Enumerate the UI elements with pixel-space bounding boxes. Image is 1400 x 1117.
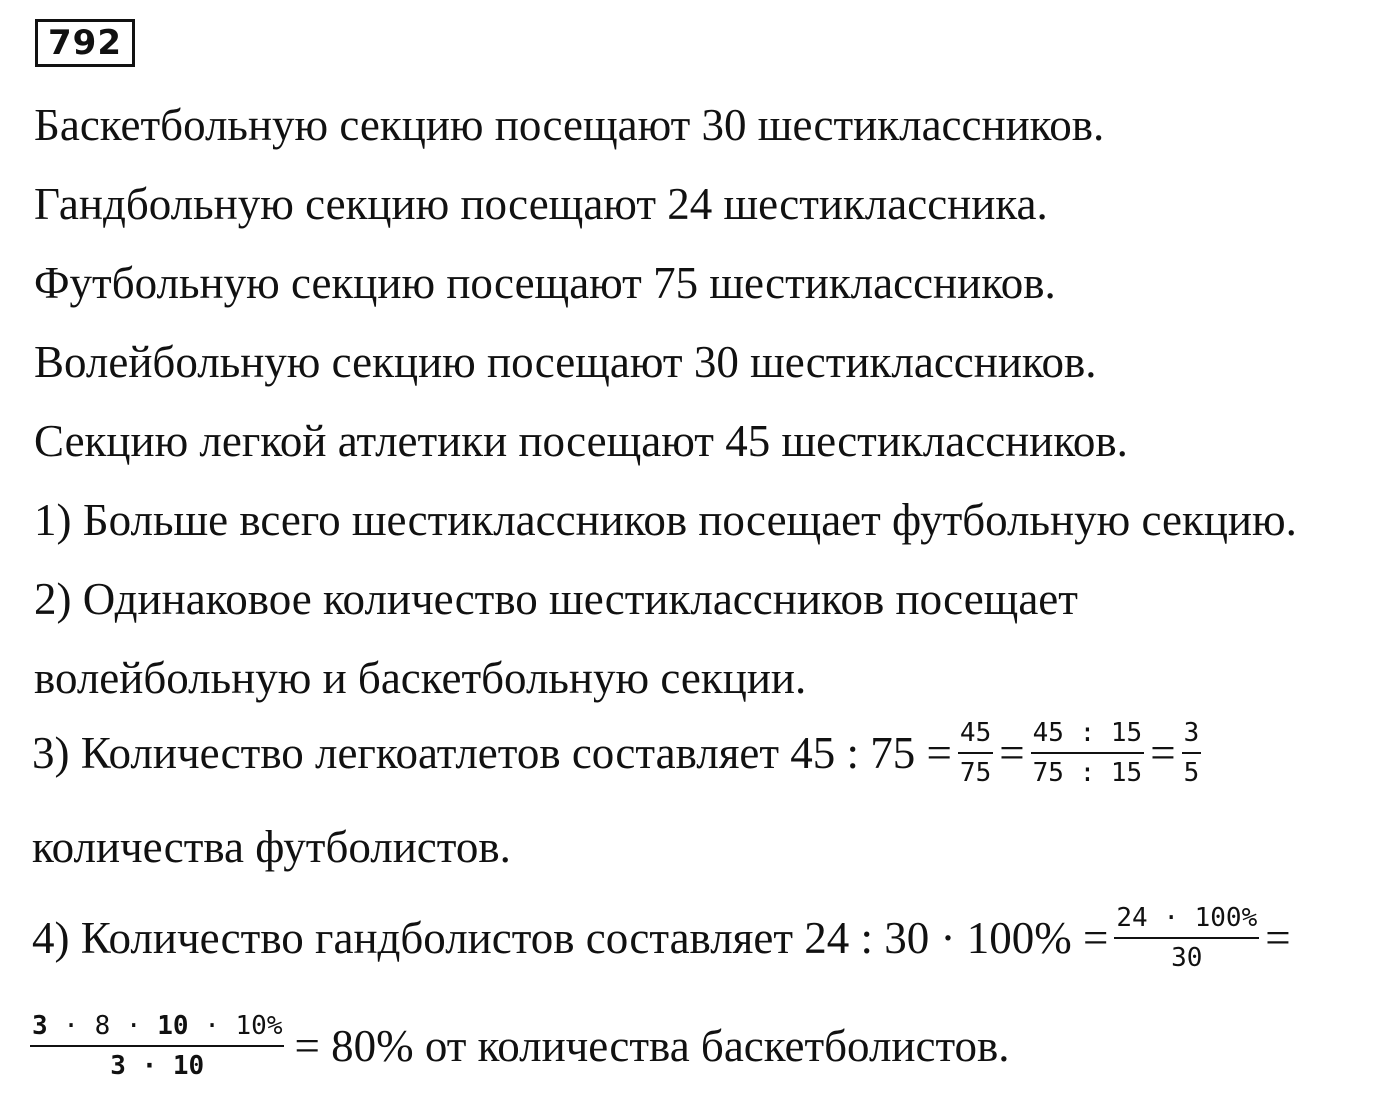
answer-3-row xyxy=(32,713,1207,793)
fraction-45-75 xyxy=(958,718,993,788)
fraction-denominator: 75 xyxy=(959,758,992,788)
answer-3-continuation: количества футболистов. xyxy=(32,822,511,872)
fraction-numerator xyxy=(30,1011,284,1047)
cancelled-factor: 3 xyxy=(110,1051,126,1081)
cancelled-factor: 10 xyxy=(157,1011,189,1041)
fraction-numerator: 3 xyxy=(1182,718,1202,754)
answer-4-continuation-row xyxy=(30,1004,1010,1088)
equals-sign: = xyxy=(1265,913,1291,963)
fraction-numerator: 45 xyxy=(958,718,993,754)
text-line-2: Гандбольную секцию посещают 24 шестиклассника. xyxy=(34,179,1048,229)
fraction-denominator: 5 xyxy=(1183,758,1200,788)
answer-4-tail: = 80% от количества баскетболистов. xyxy=(294,1021,1010,1071)
fraction-3-5 xyxy=(1182,718,1202,788)
text-line-4: Волейбольную секцию посещают 30 шестиклассников. xyxy=(34,337,1097,387)
factor-text: · xyxy=(125,1051,173,1081)
fraction-numerator: 45 : 15 xyxy=(1031,718,1145,754)
answer-4-row xyxy=(32,898,1291,978)
equals-sign: = xyxy=(1150,728,1176,778)
answer-2-line-1: 2) Одинаковое количество шестиклассников посещает xyxy=(34,574,1078,624)
fraction-denominator: 75 : 15 xyxy=(1032,758,1143,788)
text-line-5: Секцию легкой атлетики посещают 45 шестиклассников. xyxy=(34,416,1128,466)
answer-4-text: 4) Количество гандболистов составляет 24 : 30 · 100% = xyxy=(32,913,1109,963)
equals-sign: = xyxy=(999,728,1025,778)
factor-text: · 10% xyxy=(188,1011,283,1041)
fraction-reduced xyxy=(1031,718,1145,788)
answer-3-text: 3) Количество легкоатлетов составляет 45 : 75 = xyxy=(32,728,952,778)
cancelled-factor: 3 xyxy=(32,1011,48,1041)
cancelled-factor: 10 xyxy=(172,1051,205,1081)
fraction-24-100-30 xyxy=(1114,903,1259,973)
answer-2-line-2: волейбольную и баскетбольную секции. xyxy=(34,653,807,703)
text-line-3: Футбольную секцию посещают 75 шестиклассников. xyxy=(34,258,1056,308)
problem-number: 792 xyxy=(35,19,135,67)
fraction-cancelled xyxy=(30,1011,284,1081)
fraction-numerator: 24 · 100% xyxy=(1114,903,1259,939)
factor-text: · 8 · xyxy=(47,1011,158,1041)
answer-1: 1) Больше всего шестиклассников посещает футбольную секцию. xyxy=(34,495,1297,545)
fraction-denominator: 30 xyxy=(1171,943,1203,973)
fraction-denominator xyxy=(108,1047,206,1081)
text-line-1: Баскетбольную секцию посещают 30 шестиклассников. xyxy=(34,100,1105,150)
